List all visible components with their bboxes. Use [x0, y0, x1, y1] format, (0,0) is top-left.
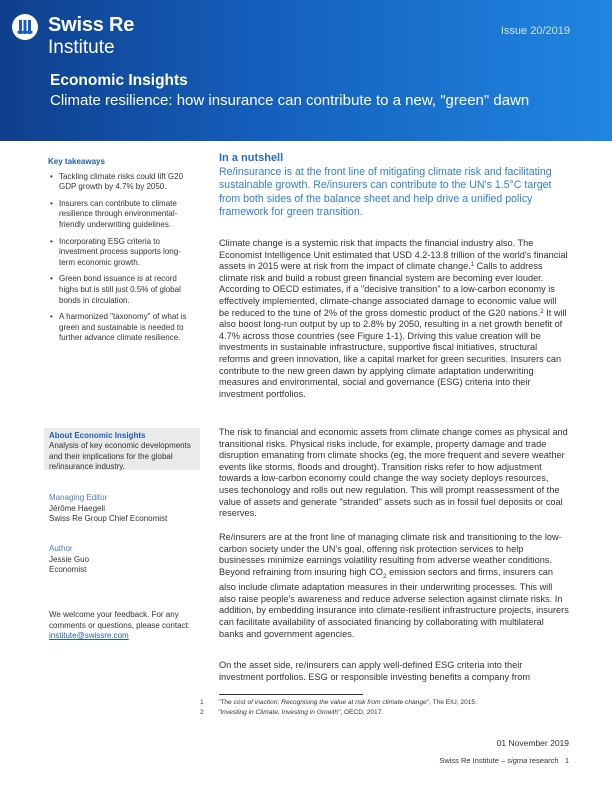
editor-name: Jérôme Haegeli: [49, 503, 106, 513]
footnote-number: 2: [200, 709, 204, 716]
footnote: [200, 709, 383, 716]
brand-institute: Institute: [48, 37, 115, 58]
footer-series-rest: research: [527, 756, 559, 765]
footnote-title: "Investing in Climate, Investing in Growth": [218, 709, 341, 716]
takeaway-item: • Incorporating ESG criteria to investment process supports long-term economic growth.: [48, 237, 196, 269]
nutshell-text: Re/insurance is at the front line of mitigating climate risk and facilitating sustainable growth. Re/insurers can contribute to the UN's 1.5°C target from both sides of the balance sheet and help drive a unified policy framework for green transition.: [219, 166, 552, 219]
body-paragraph: The risk to financial and economic assets from climate change comes as physical and transitional risks. Physical risks include, for example, property damage and trade disruption emanating from climate shocks (eg, the more frequent and severe weather events like storms, floods and drought). Transition risks refer to how adjustment towards a low-carbon economy could change the way society deploys resources, uses techonology and rolls out new regulation. This will prompt reassessment of the value of assets and generate "stranded" assets such as in fossil fuel deposits or coal reserves.: [219, 427, 568, 519]
takeaway-item: • A harmonized "taxonomy" of what is green and sustainable is needed to further advance climate resilience.: [48, 312, 196, 344]
feedback-text: We welcome your feedback. For any comments or questions, please contact:: [49, 610, 190, 630]
body-paragraph: On the asset side, re/insurers can apply well-defined ESG criteria into their investment portfolios. ESG or responsible investing benefits a company from: [219, 660, 530, 682]
author-name: Jessie Guo: [49, 554, 90, 564]
publication-subtitle: Climate resilience: how insurance can contribute to a new, "green" dawn: [50, 92, 530, 109]
footnote-divider: [219, 694, 363, 695]
page-number: 1: [564, 756, 569, 765]
body-text: Climate change is a systemic risk that impacts the financial industry also. The Economist Intelligence Unit estimated that USD 4.2-13.8 trillion of the world's financial assets in 2015 were at risk from the impact of climate change.: [219, 238, 568, 272]
takeaway-item: • Insurers can contribute to climate resilience through environmental-friendly underwriting guidelines.: [48, 199, 196, 231]
body-text: Re/insurers are at the front line of managing climate risk and transitioning to the low-carbon society under the UN's goal, offering risk protection services to help businesses minimize earnings volatility resulting from adverse weather conditions. Beyond refraining from insuring high CO: [219, 532, 562, 577]
footnote-source: , The EIU, 2015.: [429, 699, 477, 706]
body-text: emission sectors and firms, insurers can also include climate adaptation measures in their underwriting processes. This will also raise people's awareness and reduce adverse selection against climate risks. In addition, by embedding insurance into climate-resilient infrastructure projects, insurers can facilitate availability of associated financing by collaborating with multilateral banks and government agencies.: [219, 566, 569, 639]
issue-number: Issue 20/2019: [500, 25, 570, 37]
body-paragraph: [219, 238, 569, 400]
footnote-ref[interactable]: 1: [470, 262, 475, 269]
feedback-block: [49, 610, 199, 642]
swiss-re-logo-icon: [12, 14, 38, 40]
key-takeaways: [48, 157, 196, 350]
takeaway-item: • Tackling climate risks could lift G20 GDP growth by 4.7% by 2050.: [48, 172, 196, 193]
footnote-title: "The cost of inaction: Recognising the value at risk from climate change": [218, 699, 430, 706]
key-takeaways-title: Key takeaways: [48, 157, 105, 166]
managing-editor-block: [49, 493, 199, 525]
author-block: [49, 544, 199, 576]
publication-title: Economic Insights: [50, 72, 188, 89]
page-footer: [439, 756, 569, 765]
body-text: It will also boost long-run output by up to 2.8% by 2050, resulting in a net growth benefit of 4.7% across those countries (see Figure 1-1). Driving this value creation will be investments in sustainable infrastructure, supportive fiscal initiatives, structural reforms and green innovation, like a capital market for green securities. Insurers can contribute to the new green dawn by applying climate adaptation underwriting measures and environmental, social and governance (ESG) criteria into their investment portfolios.: [219, 307, 567, 399]
about-text: Analysis of key economic developments and their implications for the global re/insurance industry.: [49, 441, 191, 472]
header-banner: [0, 0, 612, 141]
author-role: Economist: [49, 565, 87, 575]
footer-publisher: Swiss Re Institute –: [439, 756, 508, 765]
nutshell-title: In a nutshell: [219, 152, 284, 164]
footnote-ref[interactable]: 2: [540, 308, 544, 315]
footnote-source: , OECD, 2017.: [340, 709, 384, 716]
takeaway-item: • Green bond issuance is at record highs but is still just 0.5% of global bonds in circulation.: [48, 274, 196, 306]
author-label: Author: [49, 544, 73, 553]
key-takeaways-list: [48, 172, 196, 344]
footnote: [200, 699, 477, 706]
publication-date: 01 November 2019: [496, 738, 569, 748]
body-paragraph: [219, 532, 569, 640]
body-text: Calls to address climate risk and build a robust green financial system are becoming ever louder. According to OECD estimates, if a "decisive transition" to a low-carbon economy is effectively implemented, climate-change associated damage to economic value will be reduced to the tune of 2% of the gross domestic product of the G20 nations.: [219, 261, 557, 318]
subscript: 2: [382, 572, 387, 580]
brand-name: Swiss Re: [48, 14, 135, 36]
footnote-number: 1: [200, 699, 204, 706]
footer-series: sigma: [507, 756, 528, 765]
contact-email-link[interactable]: institute@swissre.com: [49, 631, 129, 641]
editor-role: Swiss Re Group Chief Economist: [49, 514, 168, 524]
managing-editor-label: Managing Editor: [49, 493, 108, 502]
about-title: About Economic Insights: [49, 431, 146, 440]
